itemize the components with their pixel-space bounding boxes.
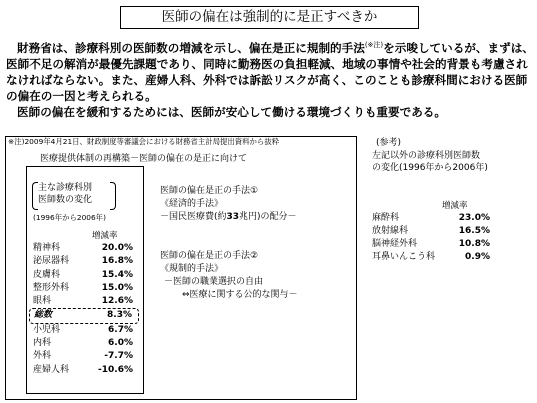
note-subtitle: 医療提供体制の再構築－医師の偏在の是正に向けて <box>40 154 248 164</box>
table-row <box>33 324 139 337</box>
table-row <box>33 337 139 350</box>
method-2-detail-2: ⇔医療に関する公的な関与－ <box>182 290 298 300</box>
row-name: 眼科 <box>33 296 52 307</box>
method-2-title: 医師の偏在是正の手法② <box>160 251 259 261</box>
table-row <box>33 269 139 282</box>
row-name: 外科 <box>33 351 52 362</box>
row-value: 16.8% <box>101 256 133 267</box>
note-source: ※注)2009年4月21日、財政制度等審議会における財務省主計局提出資料から抜粋 <box>8 137 280 146</box>
paragraph-1-text-cont: を示唆しているが、まずは、医師不足の解消が最優先課題であり、同時に勤務医の負担軽減、地域の事情や社会的背景も考慮されなければならない。また、産婦人科、外科では訴訟リスクが高く、このことも診療科間における医師の偏在の一因と考えられる。 <box>6 40 534 103</box>
row-value: 6.0% <box>108 338 133 349</box>
spacer <box>160 224 298 237</box>
row-value: -7.7% <box>104 351 133 362</box>
reference-increase-header: 増減率 <box>442 201 468 211</box>
method-1-type: 《経済的手法》 <box>160 199 224 209</box>
row-value: 15.4% <box>101 269 133 280</box>
years-label: (1996年から2006年) <box>33 213 106 222</box>
row-value: 6.7% <box>108 324 133 335</box>
note-mark: (※注) <box>364 41 384 49</box>
row-name: 放射線科 <box>372 226 409 236</box>
reference-line-1: 左記以外の診療科別医師数 <box>372 150 481 161</box>
row-value: 0.9% <box>465 252 490 262</box>
reference-label: (参考) <box>376 138 402 148</box>
table-row <box>372 225 490 238</box>
paragraph-1 <box>6 37 534 104</box>
table-row <box>372 212 490 225</box>
right-bracket <box>110 182 116 210</box>
table-row <box>33 295 139 308</box>
row-value: 15.0% <box>101 282 133 293</box>
left-bracket <box>32 182 38 210</box>
row-name: 脳神経外科 <box>372 239 418 249</box>
table-row <box>33 364 139 377</box>
method-1-title: 医師の偏在是正の手法① <box>160 186 259 196</box>
table-row <box>372 251 490 264</box>
page-title: 医師の偏在は強制的に是正すべきか <box>120 6 419 29</box>
table-row-total <box>29 308 139 323</box>
reference-section <box>372 137 488 175</box>
reference-table <box>372 212 490 264</box>
row-name: 皮膚科 <box>33 269 61 280</box>
method-2-detail-1: －医師の職業選択の自由 <box>164 277 264 287</box>
reference-line-2: の変化(1996年から2006年) <box>372 163 488 173</box>
table-row <box>372 238 490 251</box>
row-name: 総数 <box>34 310 53 321</box>
row-value: 10.8% <box>458 239 490 249</box>
row-value: 12.6% <box>101 296 133 307</box>
row-name: 耳鼻いんこう科 <box>372 252 436 262</box>
box-caption <box>38 182 110 208</box>
row-value: 16.5% <box>458 226 490 236</box>
table-row <box>33 282 139 295</box>
correction-methods <box>160 185 298 302</box>
row-value: 23.0% <box>458 213 490 223</box>
row-value: 8.3% <box>107 310 132 321</box>
row-value: 20.0% <box>101 243 133 253</box>
table-row <box>33 242 139 255</box>
row-name: 泌尿器科 <box>33 256 70 267</box>
paragraph-1-text: 財務省は、診療科別の医師数の増減を示し、偏在是正に規制的手法 <box>17 40 365 55</box>
table-row <box>33 350 139 363</box>
row-name: 麻酔科 <box>372 213 400 223</box>
increase-header: 増減率 <box>92 231 118 241</box>
paragraph-2: 医師の偏在を緩和するためには、医師が安心して働ける環境づくりも重要である。 <box>17 104 446 119</box>
box-caption-line-2: 医師数の変化 <box>38 195 93 205</box>
method-1-detail: －国民医療費(約33兆円)の配分－ <box>160 212 297 222</box>
spacer <box>160 237 298 250</box>
row-name: 小児科 <box>33 324 61 335</box>
main-text <box>6 37 534 120</box>
row-name: 内科 <box>33 338 52 349</box>
row-name: 産婦人科 <box>33 364 70 375</box>
specialty-table <box>33 242 139 377</box>
row-name: 整形外科 <box>33 282 70 293</box>
method-2-type: 《規制的手法》 <box>160 264 224 274</box>
box-caption-line-1: 主な診療科別 <box>38 183 93 193</box>
table-row <box>33 255 139 268</box>
row-value: -10.6% <box>98 364 133 375</box>
row-name: 精神科 <box>33 243 61 253</box>
